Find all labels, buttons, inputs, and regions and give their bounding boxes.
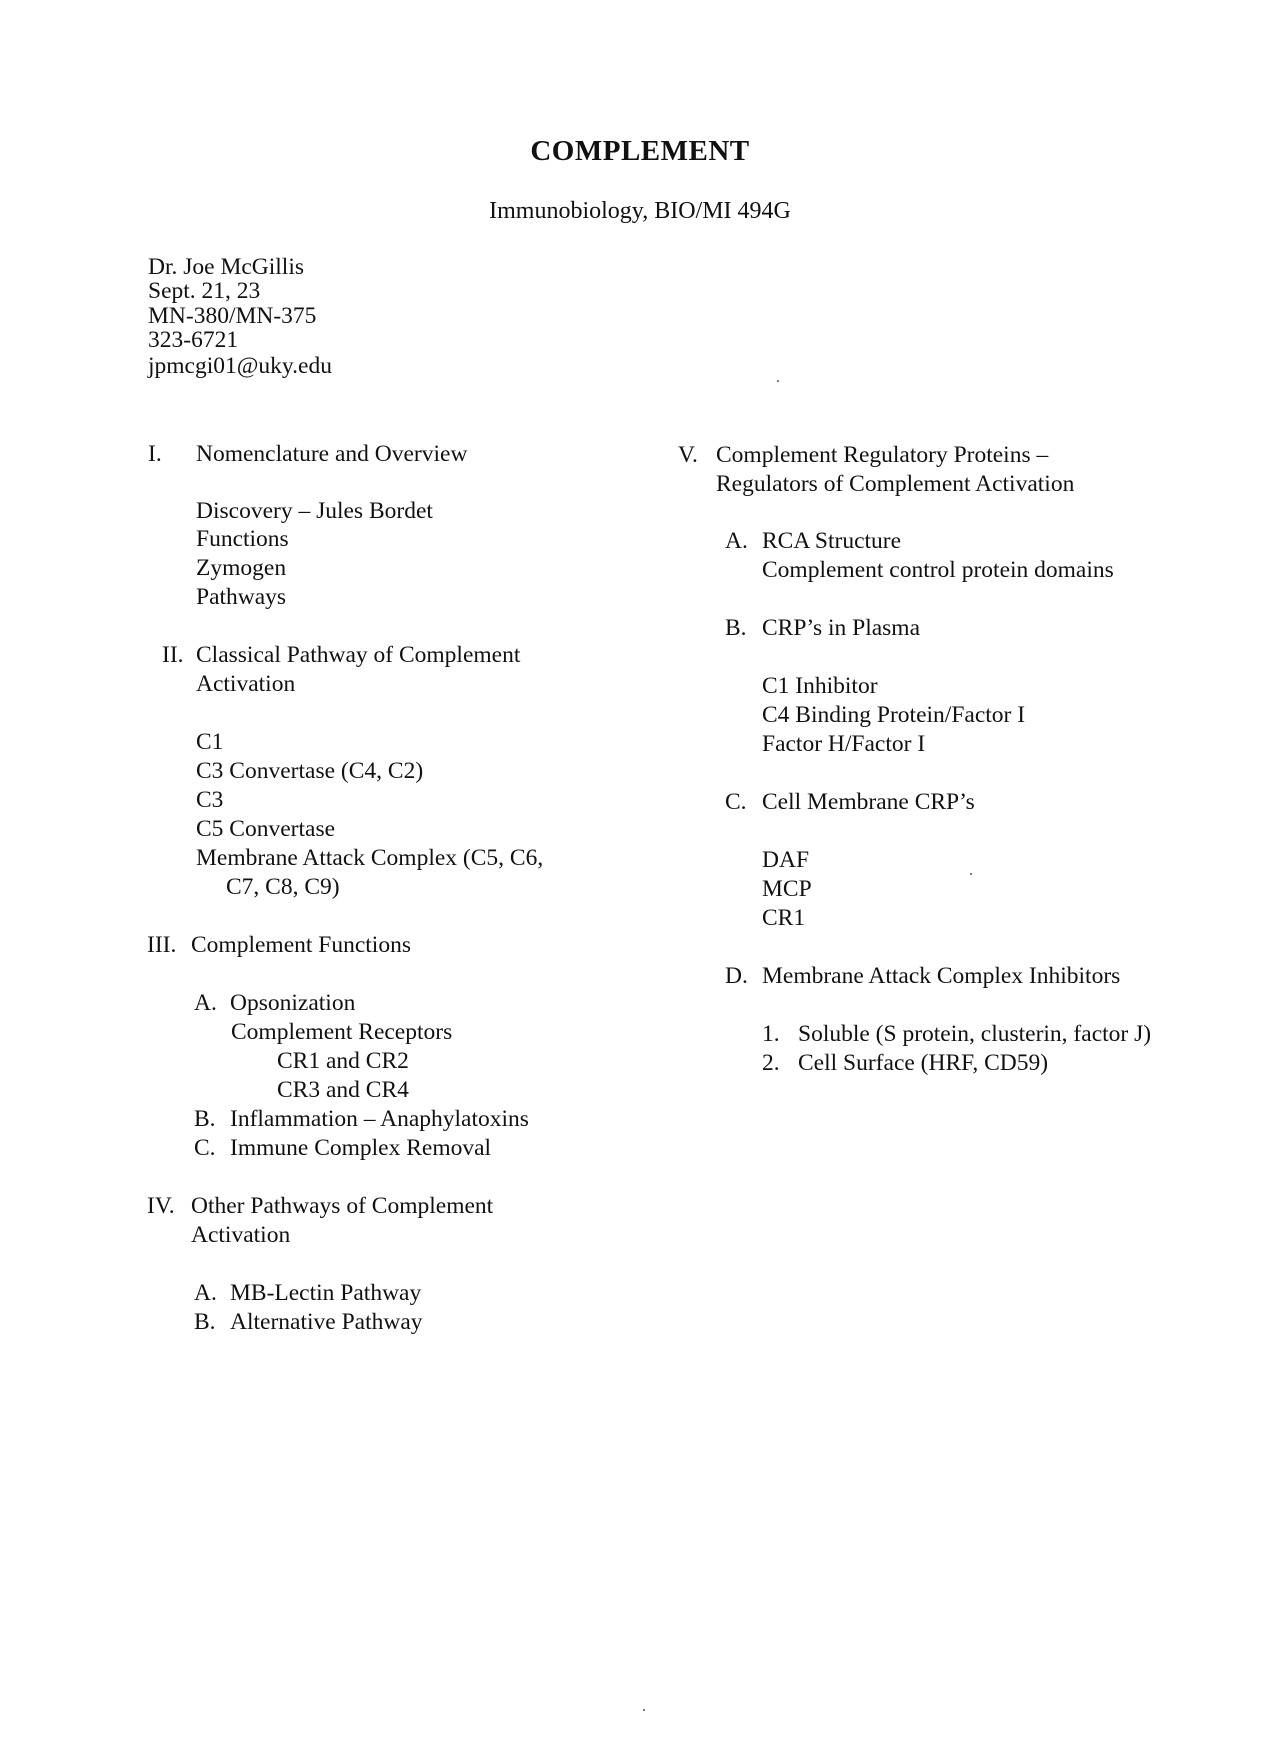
- scan-speck: [777, 380, 779, 382]
- section-title: Nomenclature and Overview: [196, 441, 468, 467]
- section-number: V.: [678, 442, 698, 468]
- subsection-letter: B.: [194, 1106, 216, 1132]
- scan-speck: [970, 873, 972, 875]
- subsection-title: MB-Lectin Pathway: [230, 1280, 422, 1306]
- numbered-item-number: 1.: [762, 1021, 780, 1047]
- list-item: C4 Binding Protein/Factor I: [762, 702, 1026, 728]
- subsection-title: Inflammation – Anaphylatoxins: [230, 1106, 529, 1132]
- subsection-letter: C.: [194, 1135, 216, 1161]
- numbered-item-text: Cell Surface (HRF, CD59): [798, 1050, 1049, 1076]
- list-item: C3 Convertase (C4, C2): [196, 758, 424, 784]
- subsection-letter: A.: [194, 1280, 217, 1306]
- subsection-letter: A.: [194, 990, 217, 1016]
- subsection-letter: A.: [725, 528, 748, 554]
- list-item: Pathways: [196, 584, 287, 610]
- numbered-item-number: 2.: [762, 1050, 780, 1076]
- section-title: Classical Pathway of Complement: [196, 642, 521, 668]
- subsection-title: Opsonization: [230, 990, 356, 1016]
- list-item: Discovery – Jules Bordet: [196, 498, 433, 524]
- list-item: Functions: [196, 526, 289, 552]
- lecture-dates: Sept. 21, 23: [148, 278, 261, 304]
- page-title: COMPLEMENT: [530, 135, 750, 167]
- numbered-item-text: Soluble (S protein, clusterin, factor J): [798, 1021, 1152, 1047]
- section-title-continued: Regulators of Complement Activation: [716, 471, 1075, 497]
- phone-number: 323-6721: [148, 327, 239, 353]
- list-item: Membrane Attack Complex (C5, C6,: [196, 845, 544, 871]
- room-numbers: MN-380/MN-375: [148, 303, 317, 329]
- list-item-continued: C7, C8, C9): [226, 874, 340, 900]
- list-item: Complement Receptors: [231, 1019, 453, 1045]
- list-item: Factor H/Factor I: [762, 731, 926, 757]
- list-item: C5 Convertase: [196, 816, 336, 842]
- list-item: C1 Inhibitor: [762, 673, 878, 699]
- list-item: CR1 and CR2: [277, 1048, 409, 1074]
- list-item: MCP: [762, 876, 812, 902]
- subsection-title: Immune Complex Removal: [230, 1135, 492, 1161]
- section-number: III.: [147, 932, 177, 958]
- list-item: CR3 and CR4: [277, 1077, 409, 1103]
- subsection-letter: B.: [725, 615, 747, 641]
- scan-speck: [643, 1709, 645, 1711]
- instructor-name: Dr. Joe McGillis: [148, 254, 305, 280]
- subsection-title: RCA Structure: [762, 528, 902, 554]
- list-item: CR1: [762, 905, 806, 931]
- section-number: I.: [148, 441, 162, 467]
- list-item: Complement control protein domains: [762, 557, 1114, 583]
- section-title-continued: Activation: [196, 671, 296, 697]
- list-item: Zymogen: [196, 555, 287, 581]
- subsection-title: Membrane Attack Complex Inhibitors: [762, 963, 1121, 989]
- list-item: DAF: [762, 847, 810, 873]
- section-title: Complement Regulatory Proteins –: [716, 442, 1049, 468]
- section-number: IV.: [147, 1193, 175, 1219]
- subsection-title: Alternative Pathway: [230, 1309, 423, 1335]
- subsection-title: Cell Membrane CRP’s: [762, 789, 975, 815]
- section-title: Other Pathways of Complement: [191, 1193, 494, 1219]
- email-address: jpmcgi01@uky.edu: [148, 353, 332, 379]
- subsection-letter: B.: [194, 1309, 216, 1335]
- section-title: Complement Functions: [191, 932, 411, 958]
- subsection-title: CRP’s in Plasma: [762, 615, 921, 641]
- section-number: II.: [162, 642, 184, 668]
- list-item: C3: [196, 787, 224, 813]
- list-item: C1: [196, 729, 224, 755]
- subsection-letter: C.: [725, 789, 747, 815]
- subsection-letter: D.: [725, 963, 748, 989]
- course-subtitle: Immunobiology, BIO/MI 494G: [489, 198, 791, 224]
- section-title-continued: Activation: [191, 1222, 291, 1248]
